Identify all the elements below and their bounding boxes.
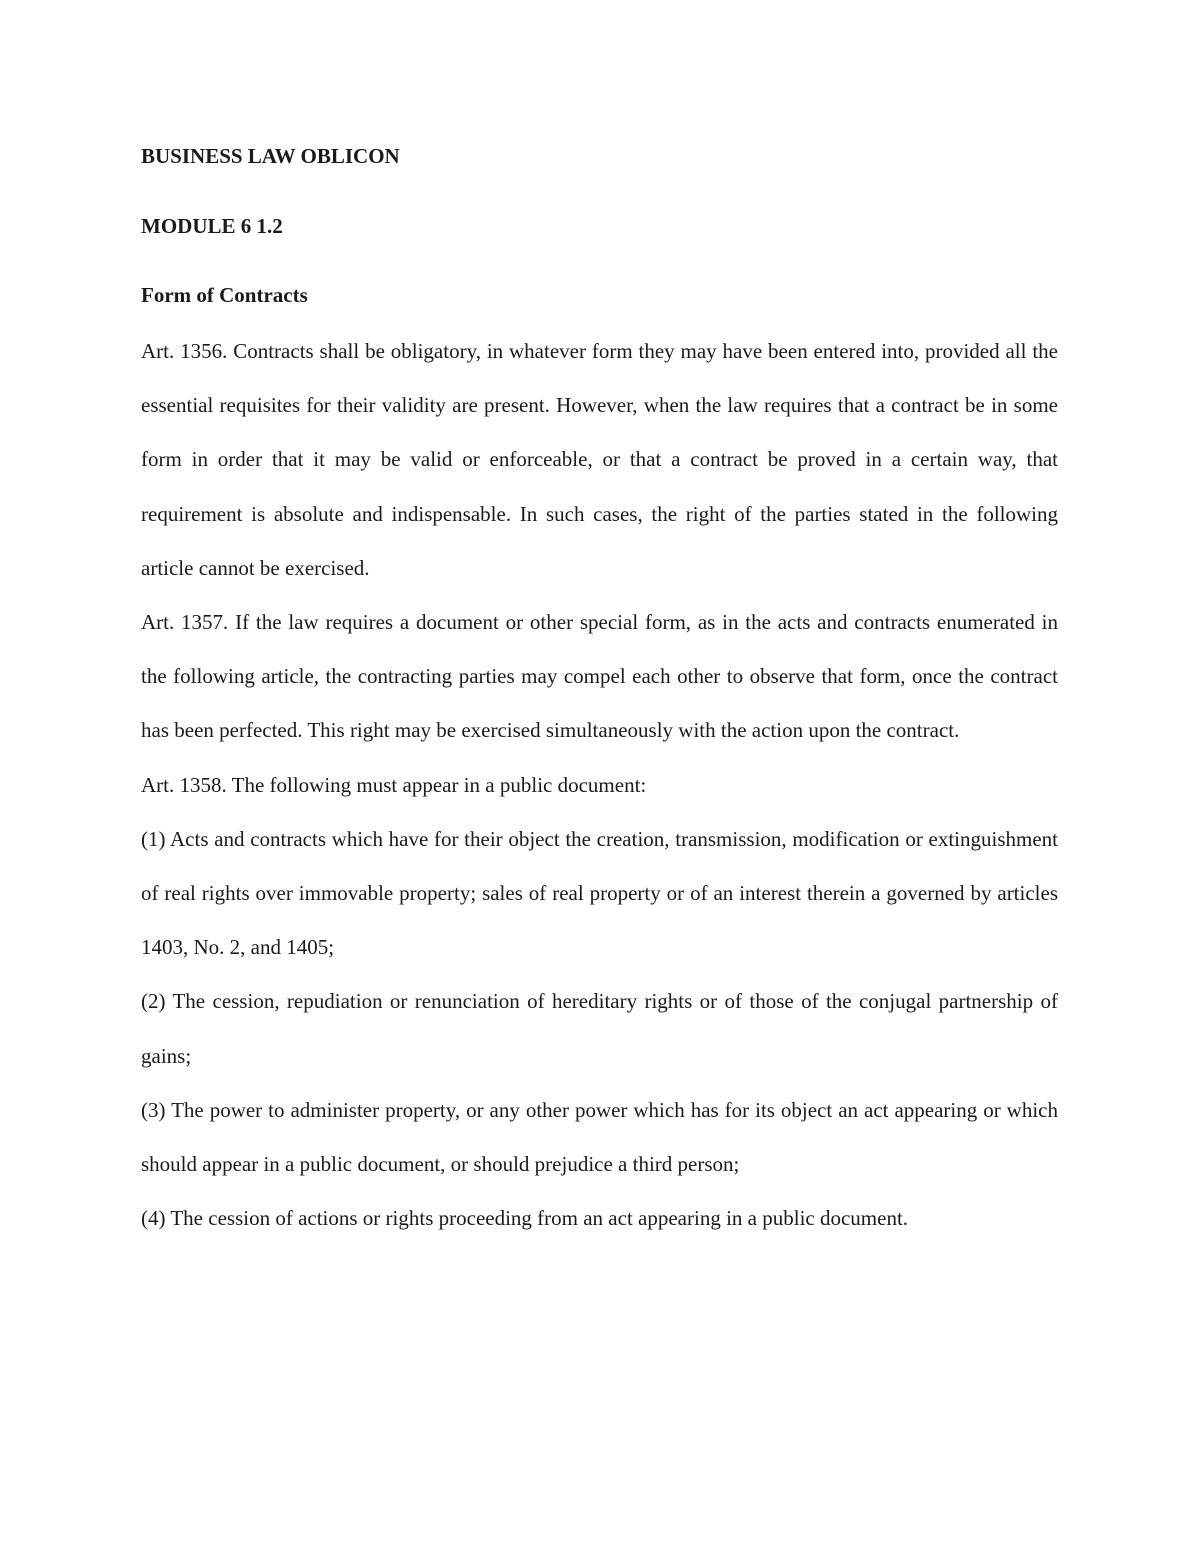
list-item-1: (1) Acts and contracts which have for their object the creation, transmission, modification or extinguishment of real rights over immovable property; sales of real property or of an interest therein a governed by articles 1403, No. 2, and 1405;: [141, 826, 1058, 960]
document-body: [141, 324, 1058, 1245]
section-heading: Form of Contracts: [141, 283, 308, 307]
paragraph-art-1356: Art. 1356. Contracts shall be obligatory, in whatever form they may have been entered into, provided all the essential requisites for their validity are present. However, when the law requires that a contract be in some form in order that it may be valid or enforceable, or that a contract be proved in a certain way, that requirement is absolute and indispensable. In such cases, the right of the parties stated in the following article cannot be exercised.: [141, 339, 1058, 580]
paragraph-art-1358: Art. 1358. The following must appear in a public document:: [141, 772, 647, 797]
module-label: MODULE 6 1.2: [141, 214, 283, 238]
document-title: BUSINESS LAW OBLICON: [141, 144, 400, 168]
list-item-2: (2) The cession, repudiation or renunciation of hereditary rights or of those of the conjugal partnership of gains;: [141, 989, 1058, 1068]
paragraph-art-1357: Art. 1357. If the law requires a document or other special form, as in the acts and contracts enumerated in the following article, the contracting parties may compel each other to observe that form, once the contract has been perfected. This right may be exercised simultaneously with the action upon the contract.: [141, 610, 1058, 743]
list-item-3: (3) The power to administer property, or any other power which has for its object an act appearing or which should appear in a public document, or should prejudice a third person;: [141, 1097, 1058, 1177]
list-item-4: (4) The cession of actions or rights proceeding from an act appearing in a public document.: [141, 1206, 909, 1231]
